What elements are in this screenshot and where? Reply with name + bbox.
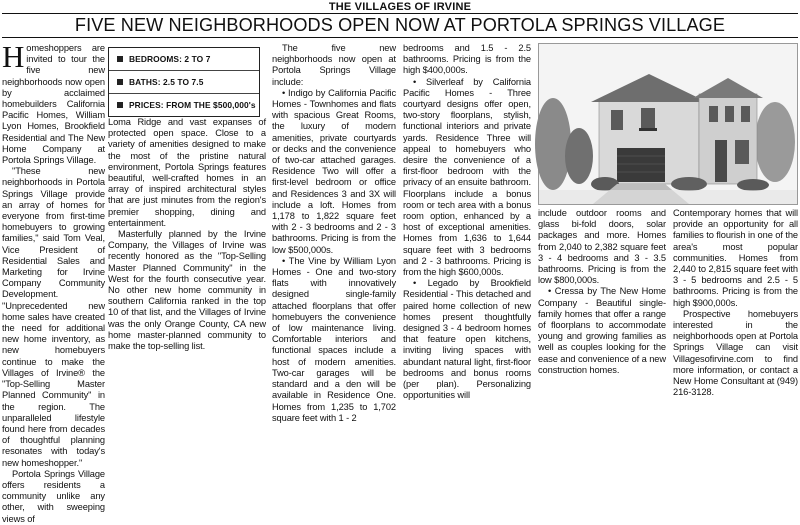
column-1 (2, 39, 105, 524)
square-bullet-icon (117, 56, 123, 62)
column-4 (403, 43, 531, 401)
contact-paragraph: Prospective homebuyers interested in the neighborhoods open at Portola Springs Village can visit Villagesofirvine.com to find more information, or contact a New Home Consultant at (949) 216-3128. (673, 308, 798, 398)
cressa-continued: Contemporary homes that will provide an opportunity for all families to flourish in one of the area's most popular communities. Homes from 2,440 to 2,815 square feet with 3 - 5 bedrooms and 2.5 - 5 bathrooms. Pricing is from the high $900,000s. (673, 208, 798, 308)
vine-continued: bedrooms and 1.5 - 2.5 bathrooms. Pricing is from the high $400,000s. (403, 43, 531, 76)
indigo-item: • Indigo by California Pacific Homes - Townhomes and flats with spacious Great Rooms, the luxury of modern amenities, private courtyards or decks and the convenience of two-car attached garages. Residence Two will offer a first-level bedroom or office and Residences 3 and 3X will include a loft. Homes from 1,178 to 1,822 square feet with 2 - 3 bedrooms and 2 - 3 bathrooms. Pricing is from the low $500,000s. (272, 87, 396, 255)
loma-ridge-paragraph: Loma Ridge and vast expanses of protected open space. Close to a variety of amenities designed to make the most of the pristine natural environment, Portola Springs features beautiful, well-crafted homes in an array of inspired architectural styles that are just minutes from the region's premier shopping, dining and entertainment. (108, 117, 266, 228)
column-5 (538, 208, 666, 401)
legado-item: • Legado by Brookfield Residential - This detached and paired home collection of new homes present thoughtfully designed 3 - 4 bedroom homes that feature open kitchens, inviting living spaces with abundant natural light, first-floor bedrooms and bonus rooms (per plan). Personalizing opportunities will (403, 278, 531, 401)
article-headline: FIVE NEW NEIGHBORHOODS OPEN NOW AT PORTOLA SPRINGS VILLAGE (74, 14, 726, 35)
square-bullet-icon (117, 79, 123, 85)
drop-cap: H (2, 39, 25, 74)
section-kicker: THE VILLAGES OF IRVINE (328, 1, 472, 13)
cressa-item: • Cressa by The New Home Company - Beautiful single-family homes that offer a range of floorplans to accommodate young and growing families as well as couples looking for the ease and convenience of a new construction homes. (538, 286, 666, 375)
fact-prices: PRICES: FROM THE $500,000's (109, 93, 259, 116)
intro-paragraph: Homeshoppers are invited to tour the five new neighborhoods now open by acclaimed homebuilders California Pacific Homes, William Lyon Homes, Brookfield Residential and The New Home Company at Portola Springs Village. (2, 39, 105, 166)
quote-paragraph: "These new neighborhoods in Portola Springs Village provide an array of homes for everyone from first-time homebuyers to growing families," said Tom Veal, Vice President of Residential Sales and Marketing for Irvine Company Community Development. "Unprecedented new home sales have created the need for additional new home inventory, as new homebuyers continue to make the Villages of Irvine® the "Top-Selling Master Planned Community" in the region. The unparalleled lifestyle found here from decades of thoughtful planning resonates with today's new homeshopper." (2, 166, 105, 468)
fact-bedrooms: BEDROOMS: 2 TO 7 (109, 48, 259, 70)
square-bullet-icon (117, 102, 123, 108)
column-2 (108, 117, 266, 401)
house-photo (538, 43, 798, 205)
headline-rule (2, 37, 798, 38)
fact-baths: BATHS: 2.5 TO 7.5 (109, 70, 259, 93)
village-paragraph: Portola Springs Village offers residents a community unlike any other, with sweeping views of (2, 468, 105, 524)
silverleaf-item: • Silverleaf by California Pacific Homes - Three courtyard designs offer open, two-story floorplans, stylish, functional interiors and private yards. Residence Three will appeal to homebuyers who desire the convenience of a first-floor bedroom with the privacy of an ensuite bathroom. Floorplans include a bonus room or tech area with a bonus room option, enhanced by a host of exceptional amenities. Homes from 1,636 to 1,644 square feet with 3 bedrooms and 2 - 3 bathrooms. Pricing is from the high $600,000s. (403, 76, 531, 278)
masterplan-paragraph: Masterfully planned by the Irvine Company, the Villages of Irvine was recently honored as the "Top-Selling Master Planned Community" in the West for the fourth consecutive year. No other new home community in southern California ranked in the top 10 of that list, and the Villages of Irvine was the only Orange County, CA new home master-planned community to make the top-selling list. (108, 229, 266, 352)
fact-box (108, 47, 260, 117)
column-6 (673, 208, 798, 401)
vine-item: • The Vine by William Lyon Homes - One and two-story flats with innovatively designed single-family attached floorplans that offer homebuyers the convenience of low maintenance living. Comfortable interiors and functional spaces include a host of modern amenities. Two-car garages will be standard and a den will be available in Residence One. Homes from 1,235 to 1,702 square feet with 1 - 2 (272, 255, 396, 423)
neighborhoods-intro: The five new neighborhoods now open at Portola Springs Village include: (272, 43, 396, 87)
legado-continued: include outdoor rooms and glass bi-fold doors, solar packages and more. Homes from 2,040 to 2,382 square feet 3 - 4 bedrooms and 3 - 3.5 bathrooms. Pricing is from the low $800,000s. (538, 208, 666, 286)
column-3 (272, 43, 396, 423)
house-photo-icon (539, 44, 797, 204)
